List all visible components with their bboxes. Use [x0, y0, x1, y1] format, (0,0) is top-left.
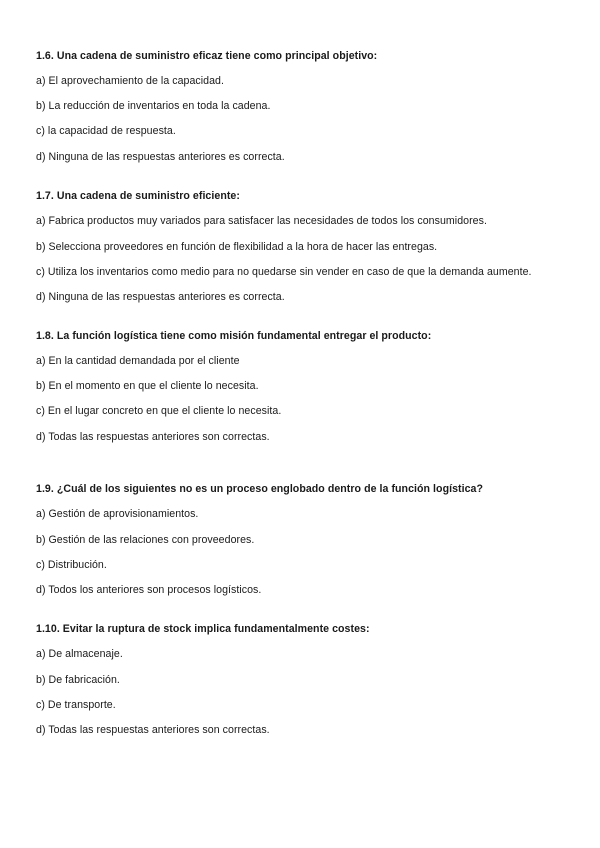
question-1-9-option-a: a) Gestión de aprovisionamientos. — [36, 508, 199, 520]
question-1-9-option-d: d) Todos los anteriores son procesos logísticos. — [36, 584, 262, 596]
question-1-6-option-a: a) El aprovechamiento de la capacidad. — [36, 75, 224, 87]
question-1-7-option-b: b) Selecciona proveedores en función de flexibilidad a la hora de hacer las entregas. — [36, 241, 438, 253]
question-1-10-option-a: a) De almacenaje. — [36, 648, 123, 660]
question-1-7-option-d: d) Ninguna de las respuestas anteriores es correcta. — [36, 291, 285, 303]
question-1-7-option-a: a) Fabrica productos muy variados para satisfacer las necesidades de todos los consumidores. — [36, 215, 487, 227]
question-1-6-option-d: d) Ninguna de las respuestas anteriores es correcta. — [36, 151, 285, 163]
question-1-10-option-d: d) Todas las respuestas anteriores son correctas. — [36, 724, 270, 736]
question-1-8-option-d: d) Todas las respuestas anteriores son correctas. — [36, 431, 270, 443]
question-1-10-option-b: b) De fabricación. — [36, 674, 120, 686]
question-1-8-option-c: c) En el lugar concreto en que el cliente lo necesita. — [36, 405, 282, 417]
question-1-9-option-c: c) Distribución. — [36, 559, 107, 571]
question-1-6-option-b: b) La reducción de inventarios en toda la cadena. — [36, 100, 271, 112]
question-1-7-option-c: c) Utiliza los inventarios como medio para no quedarse sin vender en caso de que la demanda aumente. — [36, 266, 532, 278]
question-1-10-option-c: c) De transporte. — [36, 699, 116, 711]
question-1-7-title: 1.7. Una cadena de suministro eficiente: — [36, 190, 240, 202]
question-1-8-option-b: b) En el momento en que el cliente lo necesita. — [36, 380, 259, 392]
question-1-9-title: 1.9. ¿Cuál de los siguientes no es un proceso englobado dentro de la función logística? — [36, 483, 483, 495]
question-1-8-option-a: a) En la cantidad demandada por el cliente — [36, 355, 240, 367]
question-1-8-title: 1.8. La función logística tiene como misión fundamental entregar el producto: — [36, 330, 432, 342]
question-1-6-option-c: c) la capacidad de respuesta. — [36, 125, 176, 137]
question-1-10-title: 1.10. Evitar la ruptura de stock implica fundamentalmente costes: — [36, 623, 370, 635]
question-1-6-title: 1.6. Una cadena de suministro eficaz tiene como principal objetivo: — [36, 50, 378, 62]
question-1-9-option-b: b) Gestión de las relaciones con proveedores. — [36, 534, 255, 546]
